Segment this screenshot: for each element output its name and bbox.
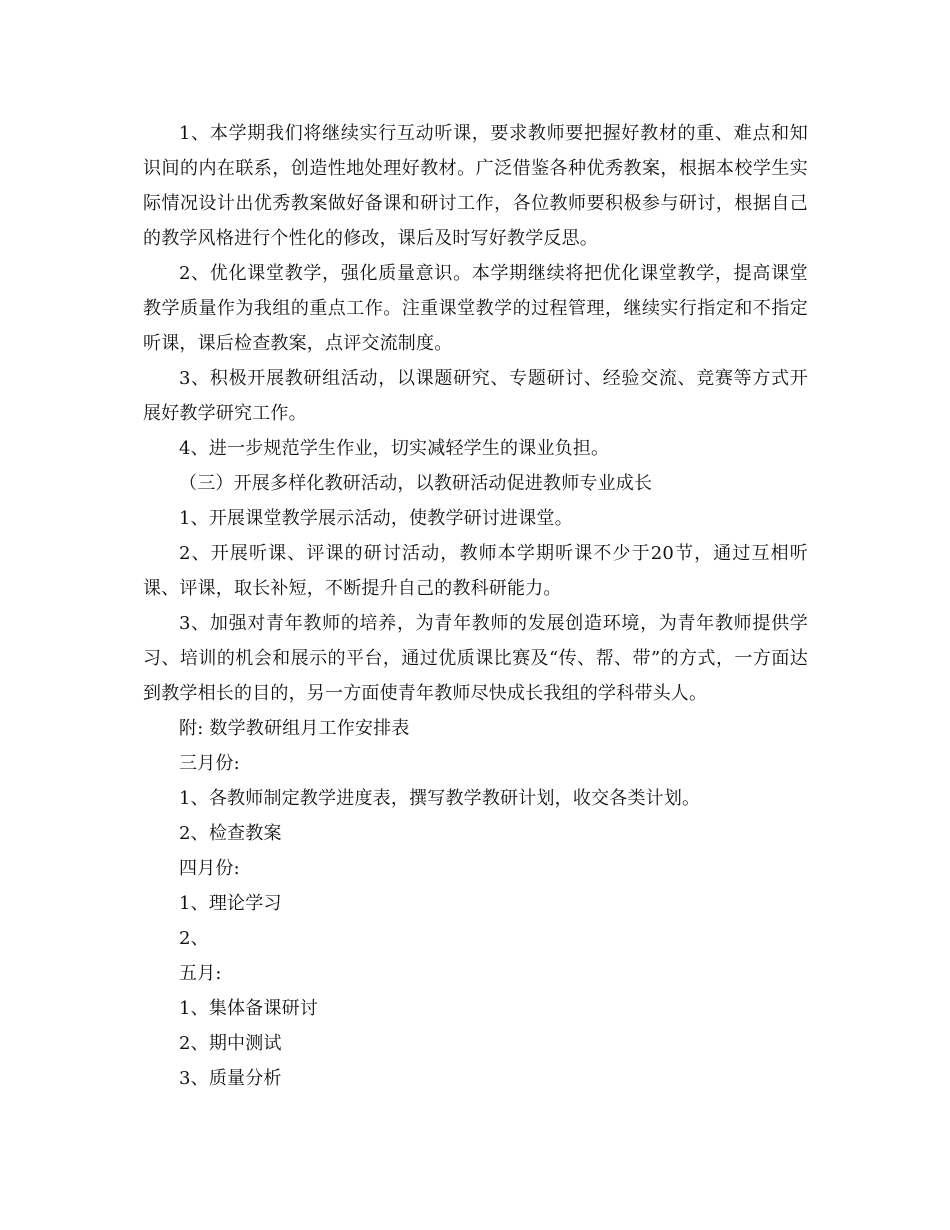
paragraph-research-activities: 3、积极开展教研组活动，以课题研究、专题研讨、经验交流、竞赛等方式开展好教学研究工作。 [143,368,808,424]
paragraph-classroom-display: 1、开展课堂教学展示活动，使教学研讨进课堂。 [179,508,573,529]
list-item: 2、期中测试 [179,1033,282,1054]
section-heading-three: （三）开展多样化教研活动，以教研活动促进教师专业成长 [179,473,653,494]
month-heading-march: 三月份: [179,753,240,774]
paragraph-lesson-observation: 2、开展听课、评课的研讨活动，教师本学期听课不少于20节，通过互相听课、评课，取长补短，不断提升自己的教科研能力。 [143,543,808,599]
appendix-title: 附: 数学教研组月工作安排表 [179,718,410,739]
list-item: 2、检查教案 [179,823,282,844]
paragraph-homework: 4、进一步规范学生作业，切实减轻学生的课业负担。 [179,438,610,459]
list-item: 3、质量分析 [179,1068,282,1089]
month-heading-may: 五月: [179,963,222,984]
list-item: 1、理论学习 [179,893,282,914]
list-item: 1、集体备课研讨 [179,998,319,1019]
paragraph-optimize-teaching: 2、优化课堂教学，强化质量意识。本学期继续将把优化课堂教学，提高课堂教学质量作为我组的重点工作。注重课堂教学的过程管理，继续实行指定和不指定听课，课后检查教案，点评交流制度。 [143,263,808,354]
paragraph-young-teachers: 3、加强对青年教师的培养，为青年教师的发展创造环境，为青年教师提供学习、培训的机会和展示的平台，通过优质课比赛及“传、帮、带”的方式，一方面达到教学相长的目的，另一方面使青年教师尽快成长我组的学科带头人。 [143,613,808,704]
month-heading-april: 四月份: [179,858,240,879]
list-item: 2、 [179,928,209,949]
paragraph-interactive-lessons: 1、本学期我们将继续实行互动听课，要求教师要把握好教材的重、难点和知识间的内在联系，创造性地处理好教材。广泛借鉴各种优秀教案，根据本校学生实际情况设计出优秀教案做好备课和研讨工作，各位教师要积极参与研讨，根据自己的教学风格进行个性化的修改，课后及时写好教学反思。 [143,123,808,249]
document-body [143,116,808,1096]
list-item: 1、各教师制定教学进度表，撰写教学教研计划，收交各类计划。 [179,788,701,809]
